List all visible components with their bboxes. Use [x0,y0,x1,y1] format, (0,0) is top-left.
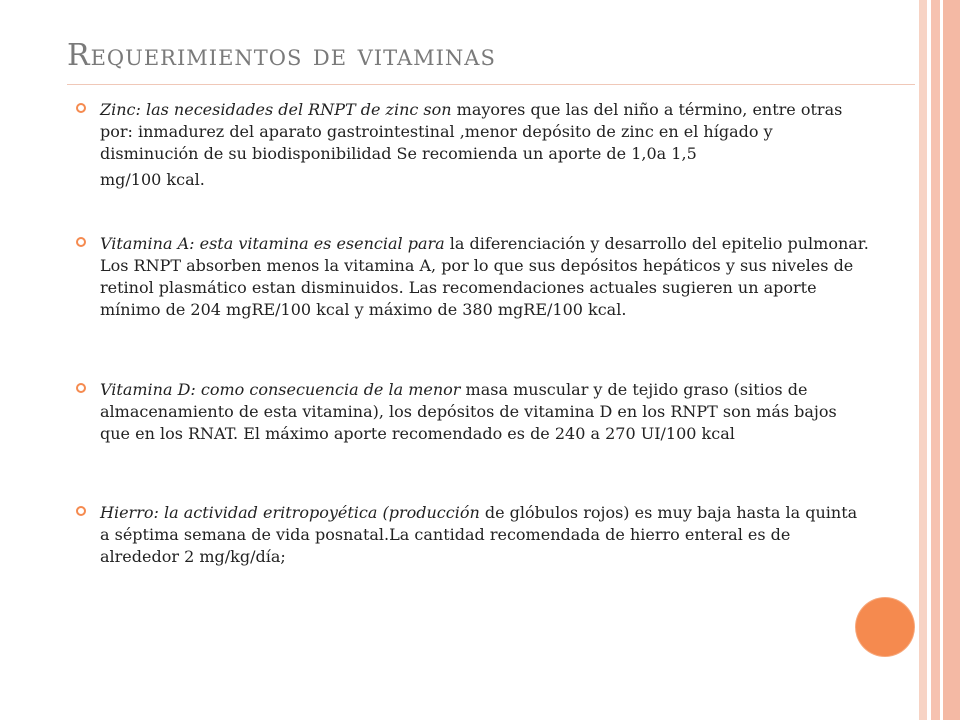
decorative-stripe [919,0,927,720]
bullet-text [100,99,870,191]
orange-ring-bullet-icon [75,505,87,517]
orange-ring-bullet-icon [75,236,87,248]
bullet-body: la diferenciación y desarrollo del epitelio pulmonar. Los RNPT absorben menos la vitamina A, por lo que sus depósitos hepáticos y sus niveles de retinol plasmático estan disminuidos. Las recomendaciones actuales sugieren un aporte mínimo de 204 mgRE/100 kcal y máximo de 380 mgRE/100 kcal. [100,234,869,319]
orange-ring-bullet-icon [75,102,87,114]
bullet-lead-italic: Vitamina D: como consecuencia de la menor [100,380,461,399]
bullet-body: mayores que las del niño a término, entre otras por: inmadurez del aparato gastrointestinal ,menor depósito de zinc en el hígado y disminución de su biodisponibilidad Se recomienda un aporte de 1,0a 1,5 [100,100,843,163]
bullet-text [100,379,870,445]
decorative-stripe [931,0,940,720]
bullet-body: masa muscular y de tejido graso (sitios de almacenamiento de esta vitamina), los depósitos de vitamina D en los RNPT son más bajos que en los RNAT. El máximo aporte recomendado es de 240 a 270 UI/100 kcal [100,380,837,443]
bullet-text [100,502,870,568]
bullet-lead-italic: Zinc: las necesidades del RNPT de zinc son [100,100,452,119]
bullet-lead-italic: Vitamina A: esta vitamina es esencial para [100,234,445,253]
bullet-tail: mg/100 kcal. [100,170,205,189]
decorative-stripe [943,0,960,720]
bullet-text [100,233,870,321]
title-divider [67,84,915,85]
bullet-lead-italic: Hierro: la actividad eritropoyética (producción [100,503,480,522]
bullet-body: de glóbulos rojos) es muy baja hasta la quinta a séptima semana de vida posnatal.La cantidad recomendada de hierro enteral es de alrededor 2 mg/kg/día; [100,503,858,566]
orange-ring-bullet-icon [75,382,87,394]
slide-title: Requerimientos de vitaminas [67,38,496,73]
orange-circle-decoration [856,598,914,656]
